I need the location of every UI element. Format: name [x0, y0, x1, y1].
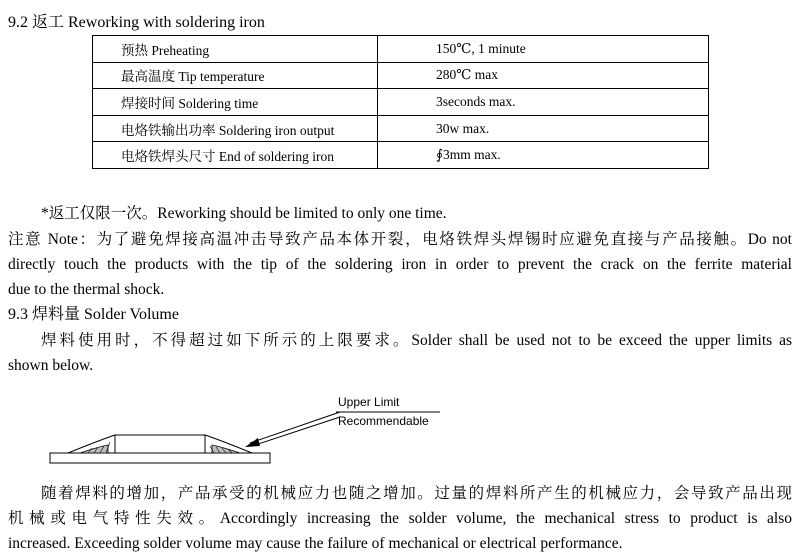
- param-cell: 电烙铁焊头尺寸 End of soldering iron: [93, 142, 378, 169]
- value-cell: 280℃ max: [378, 62, 709, 89]
- table-row: [93, 62, 709, 89]
- param-cell: 焊接时间 Soldering time: [93, 89, 378, 116]
- solder-volume-diagram: [40, 390, 460, 475]
- table-row: [93, 142, 709, 169]
- section-9-2-heading: 9.2 返工 Reworking with soldering iron: [8, 14, 265, 31]
- section-9-3-heading: 9.3 焊料量 Solder Volume: [8, 306, 179, 323]
- closing-line-1: 随着焊料的增加，产品承受的机械应力也随之增加。过量的焊料所产生的机械应力，会导致产品出现: [41, 485, 792, 502]
- substrate-base: [50, 453, 270, 463]
- upper-limit-label: Upper Limit: [338, 395, 400, 409]
- value-cell: 3seconds max.: [378, 89, 709, 116]
- intro-line-2: shown below.: [8, 357, 94, 374]
- value-cell: 30w max.: [378, 115, 709, 142]
- closing-line-2: 机械或电气特性失效。Accordingly increasing the solder volume, the mechanical stress to product is also: [8, 510, 792, 527]
- note-line-2: directly touch the products with the tip of the soldering iron in order to prevent the crack on the ferrite material: [8, 256, 792, 273]
- note-line-3: due to the thermal shock.: [8, 281, 165, 298]
- note-line-1: 注意 Note：为了避免焊接高温冲击导致产品本体开裂，电烙铁焊头焊锡时应避免直接与产品接触。Do not: [8, 231, 792, 248]
- param-cell: 电烙铁输出功率 Soldering iron output: [93, 115, 378, 142]
- table-row: [93, 36, 709, 63]
- rework-limit-note: *返工仅限一次。Reworking should be limited to only one time.: [41, 205, 447, 222]
- table-row: [93, 89, 709, 116]
- table-row: [93, 115, 709, 142]
- arrow-head-icon: [245, 438, 260, 447]
- recommendable-label: Recommendable: [338, 414, 429, 428]
- value-cell: 150℃, 1 minute: [378, 36, 709, 63]
- param-cell: 最高温度 Tip temperature: [93, 62, 378, 89]
- leader-line-2: [252, 417, 340, 446]
- leader-line: [250, 412, 340, 443]
- closing-line-3: increased. Exceeding solder volume may cause the failure of mechanical or electrical performance.: [8, 535, 623, 552]
- value-cell: ∮3mm max.: [378, 142, 709, 169]
- intro-line-1: 焊料使用时，不得超过如下所示的上限要求。Solder shall be used not to be exceed the upper limits as: [41, 332, 792, 349]
- param-cell: 预热 Preheating: [93, 36, 378, 63]
- rework-parameters-table: [92, 35, 709, 169]
